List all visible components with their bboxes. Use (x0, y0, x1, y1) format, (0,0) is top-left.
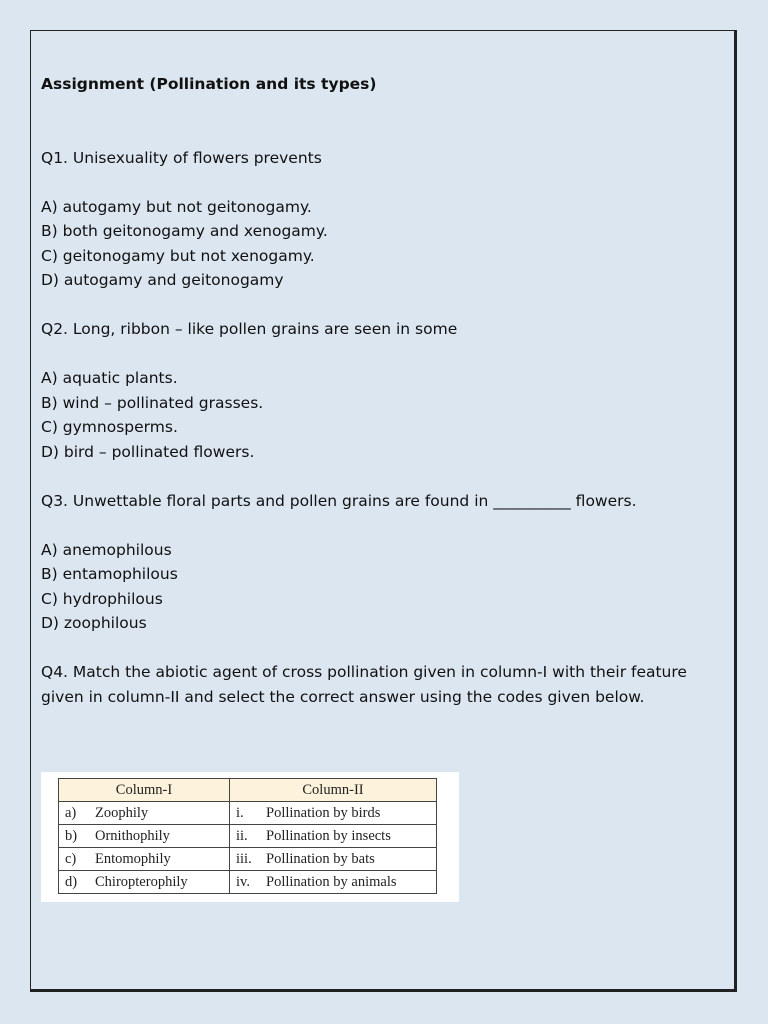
cell-text: Pollination by bats (266, 850, 375, 867)
column-1-cell (59, 871, 230, 894)
table-row (59, 871, 437, 894)
match-table-image (41, 772, 459, 902)
option-d: D) zoophilous (41, 614, 147, 632)
question-3-options (41, 538, 721, 636)
cell-text: Ornithophily (95, 827, 170, 844)
cell-text: Chiropterophily (95, 873, 188, 890)
column-2-cell (230, 848, 437, 871)
column-1-cell (59, 825, 230, 848)
assignment-content (41, 72, 721, 709)
assignment-title: Assignment (Pollination and its types) (41, 75, 377, 93)
row-key: b) (65, 827, 78, 844)
question-3: Q3. Unwettable floral parts and pollen grains are found in __________ flowers. (41, 491, 637, 510)
row-key: c) (65, 850, 77, 867)
question-1-options (41, 195, 721, 293)
row-key: d) (65, 873, 78, 890)
row-key: i. (236, 804, 244, 821)
row-key: iii. (236, 850, 252, 867)
question-1: Q1. Unisexuality of flowers prevents (41, 148, 322, 167)
option-d: D) autogamy and geitonogamy (41, 271, 284, 289)
question-2-options (41, 366, 721, 464)
cell-text: Pollination by birds (266, 804, 381, 821)
column-2-cell (230, 825, 437, 848)
row-key: ii. (236, 827, 248, 844)
column-2-cell (230, 802, 437, 825)
option-b: B) entamophilous (41, 565, 178, 583)
table-row (59, 802, 437, 825)
table-header-row (59, 779, 437, 802)
question-4: Q4. Match the abiotic agent of cross pollination given in column-I with their feature given in column-II and select the correct answer using the codes given below. (41, 663, 687, 706)
column-2-header: Column-II (230, 779, 437, 802)
option-d: D) bird – pollinated flowers. (41, 442, 255, 461)
column-1-cell (59, 802, 230, 825)
row-key: iv. (236, 873, 250, 890)
column-1-cell (59, 848, 230, 871)
column-2-cell (230, 871, 437, 894)
cell-text: Pollination by animals (266, 873, 397, 890)
option-c: C) hydrophilous (41, 589, 163, 608)
option-a: A) anemophilous (41, 540, 172, 559)
row-key: a) (65, 804, 77, 821)
option-c: C) geitonogamy but not xenogamy. (41, 246, 315, 265)
column-1-header: Column-I (59, 779, 230, 802)
table-row (59, 848, 437, 871)
cell-text: Entomophily (95, 850, 171, 867)
option-c: C) gymnosperms. (41, 418, 178, 436)
option-b: B) wind – pollinated grasses. (41, 393, 264, 412)
match-table (58, 778, 437, 894)
question-2: Q2. Long, ribbon – like pollen grains are seen in some (41, 320, 458, 338)
option-a: A) autogamy but not geitonogamy. (41, 197, 312, 216)
cell-text: Zoophily (95, 804, 149, 821)
option-a: A) aquatic plants. (41, 369, 178, 387)
option-b: B) both geitonogamy and xenogamy. (41, 222, 328, 240)
table-row (59, 825, 437, 848)
cell-text: Pollination by insects (266, 827, 391, 844)
